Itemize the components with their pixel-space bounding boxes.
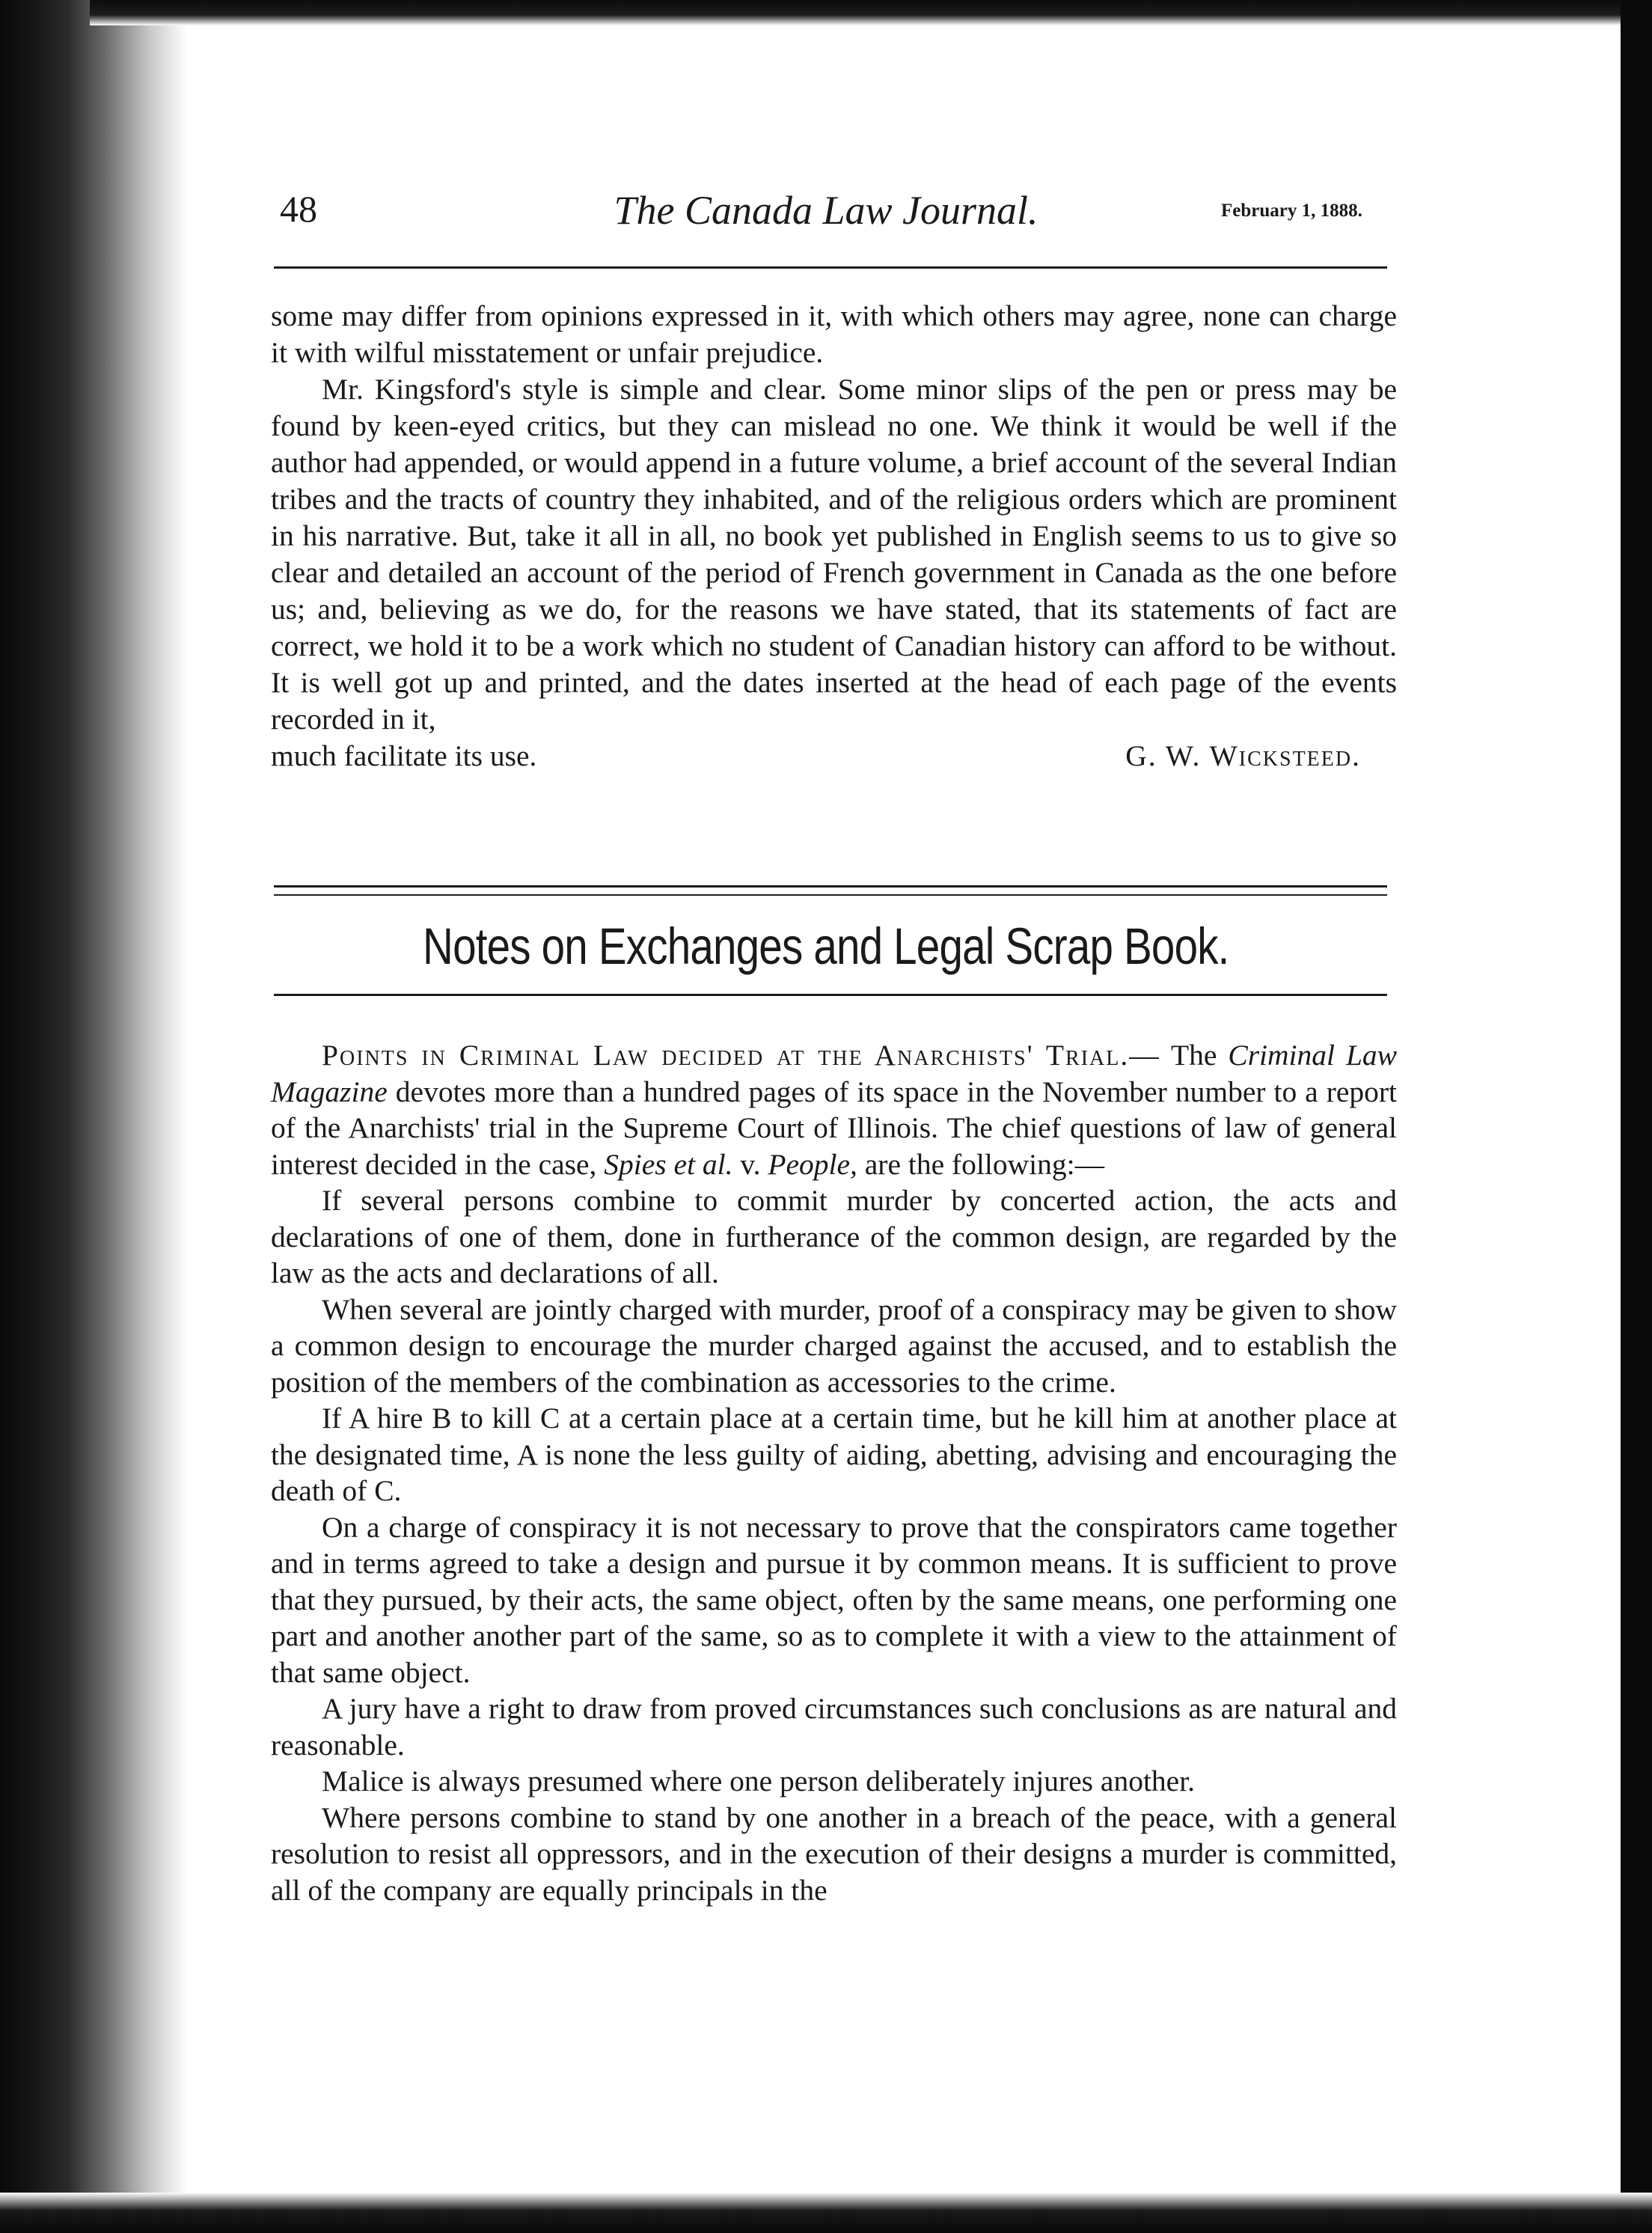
section-title: Notes on Exchanges and Legal Scrap Book. <box>423 917 1229 975</box>
point-paragraph: When several are jointly charged with murder, proof of a conspiracy may be given to show a common design to encourage the murder charged against the accused, and to establish the position of the members of the combination as accessories to the crime. <box>271 1292 1397 1399</box>
point-paragraph: If several persons combine to commit murder by concerted action, the acts and declarations of one of them, done in furtherance of the common design, are regarded by the law as the acts and declarations of all. <box>271 1184 1397 1289</box>
point-paragraph: Malice is always presumed where one person deliberately injures another. <box>322 1765 1196 1797</box>
article-heading: Points in Criminal Law decided at the Anarchists' Trial.— <box>322 1039 1160 1072</box>
notes-text <box>271 1037 1397 1908</box>
review-paragraph: some may differ from opinions expressed in it, with which others may agree, none can charge it with wilful misstatement or unfair prejudice. <box>271 299 1397 369</box>
point-paragraph: If A hire B to kill C at a certain place at a certain time, but he kill him at another place at the designated time, A is none the less guilty of aiding, abetting, advising and encouraging the death of C. <box>271 1402 1397 1507</box>
review-text <box>271 298 1397 775</box>
point-paragraph: A jury have a right to draw from proved circumstances such conclusions as are natural and reasonable. <box>271 1692 1397 1762</box>
section-rule-top <box>274 885 1387 888</box>
point-paragraph: On a charge of conspiracy it is not necessary to prove that the conspirators came together and in terms agreed to take a design and pursue it by common means. It is sufficient to prove that they pursued, by their acts, the same object, often by the same means, one performing one part and another another part of the same, so as to complete it with a view to the attainment of that same object. <box>271 1510 1397 1689</box>
header-rule <box>274 266 1387 269</box>
review-last-line <box>271 738 1397 775</box>
author-signature: G. W. Wicksteed. <box>1125 739 1361 772</box>
journal-title: The Canada Law Journal. <box>614 188 1038 233</box>
issue-date: February 1, 1888. <box>1221 201 1362 221</box>
magazine-name: Criminal Law Magazine <box>271 1039 1398 1108</box>
section-rule-top-double <box>274 894 1387 896</box>
case-name: Spies et al. <box>604 1147 733 1181</box>
review-paragraph: Mr. Kingsford's style is simple and clear. Some minor slips of the pen or press may be found by keen-eyed critics, but they can mislead no one. We think it would be well if the author had appended, or would append in a future volume, a brief account of the several Indian tribes and the tracts of country they inhabited, and of the religious orders which are prominent in his narrative. But, take it all in all, no book yet published in English seems to us to give so clear and detailed an account of the period of French government in Canada as the one before us; and, believing as we do, for the reasons we have stated, that its statements of fact are correct, we hold it to be a work which no student of Canadian history can afford to be without. It is well got up and printed, and the dates inserted at the head of each page of the events recorded in it, <box>271 373 1397 736</box>
article-intro: Points in Criminal Law decided at the Anarchists' Trial.— The Criminal Law Magazine devotes more than a hundred pages of its space in the November number to a report of the Anarchists' trial in the Supreme Court of Illinois. The chief questions of law of general interest decided in the case, Spies et al. v. People, are the following:— <box>271 1039 1398 1181</box>
review-closing-text: much facilitate its use. <box>271 739 537 772</box>
case-party: People, <box>768 1147 857 1181</box>
section-rule-bottom <box>274 994 1387 996</box>
point-paragraph: Where persons combine to stand by one another in a breach of the peace, with a general resolution to resist all oppressors, and in the execution of their designs a murder is committed, all of the company are equally principals in the <box>271 1800 1397 1907</box>
page-number: 48 <box>280 188 317 230</box>
